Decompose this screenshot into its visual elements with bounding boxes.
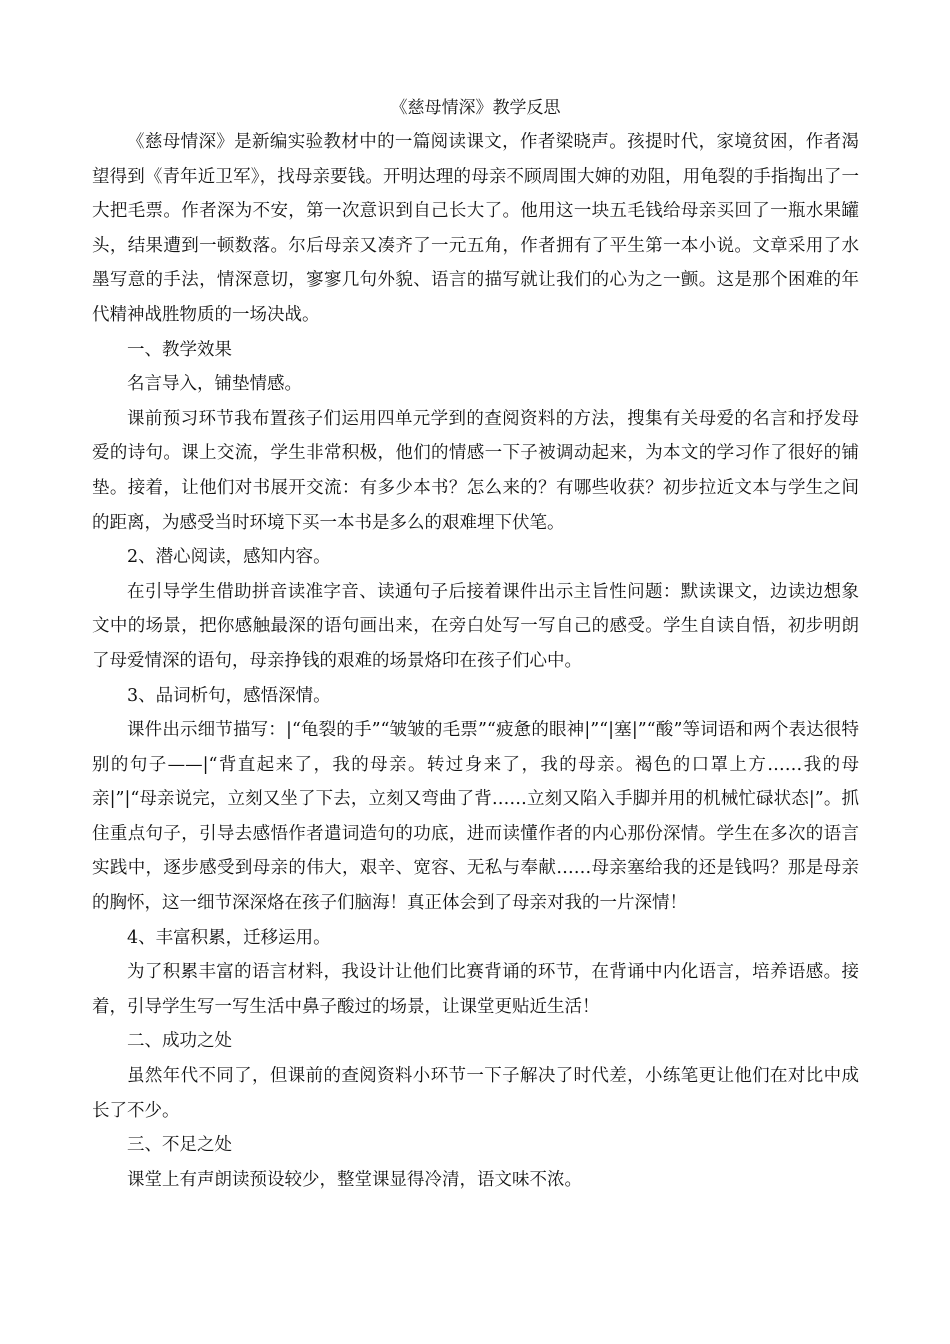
section-heading-shortcomings: 三、不足之处	[127, 1135, 232, 1156]
body-paragraph-3: 课件出示细节描写：|“龟裂的手”“皱皱的毛票”“疲惫的眼神|”“|塞|”“酸”等词语和两个表达很特别的句子——|“背直起来了，我的母亲。转过身来了，我的母亲。褐色的口罩上方……我的母亲|”|“母亲说完，立刻又坐了下去，立刻又弯曲了背……立刻又陷入手脚并用的机械忙碌状态|”。抓住重点句子，引导去感悟作者遣词造句的功底，进而读懂作者的内心那份深情。学生在多次的语言实践中，逐步感受到母亲的伟大，艰辛、宽容、无私与奉献……母亲塞给我的还是钱吗？那是母亲的胸怀，这一细节深深烙在孩子们脑海！真正体会到了母亲对我的一片深情！	[92, 720, 859, 914]
body-paragraph-2: 在引导学生借助拼音读准字音、读通句子后接着课件出示主旨性问题：默读课文，边读边想象文中的场景，把你感触最深的语句画出来，在旁白处写一写自己的感受。学生自读自悟，初步明朗了母爱情深的语句，母亲挣钱的艰难的场景烙印在孩子们心中。	[92, 581, 859, 671]
subheading-2: 2、潜心阅读，感知内容。	[127, 547, 331, 568]
section-heading-teaching-effect: 一、教学效果	[127, 339, 232, 360]
subheading-1: 名言导入，铺垫情感。	[127, 374, 302, 395]
document-page	[92, 93, 859, 1197]
body-paragraph-success: 虽然年代不同了，但课前的查阅资料小环节一下子解决了时代差，小练笔更让他们在对比中成长了不少。	[92, 1066, 859, 1121]
body-paragraph-4: 为了积累丰富的语言材料，我设计让他们比赛背诵的环节，在背诵中内化语言，培养语感。接着，引导学生写一写生活中鼻子酸过的场景，让课堂更贴近生活！	[92, 962, 859, 1017]
document-title: 《慈母情深》教学反思	[390, 98, 561, 118]
body-paragraph-shortcomings: 课堂上有声朗读预设较少，整堂课显得冷清，语文味不浓。	[127, 1169, 582, 1190]
body-paragraph-1: 课前预习环节我布置孩子们运用四单元学到的查阅资料的方法，搜集有关母爱的名言和抒发母爱的诗句。课上交流，学生非常积极，他们的情感一下子被调动起来，为本文的学习作了很好的铺垫。接着，让他们对书展开交流：有多少本书？怎么来的？有哪些收获？初步拉近文本与学生之间的距离，为感受当时环境下买一本书是多么的艰难埋下伏笔。	[92, 408, 859, 533]
section-heading-success: 二、成功之处	[127, 1031, 232, 1052]
subheading-4: 4、丰富积累，迁移运用。	[127, 927, 331, 948]
intro-paragraph: 《慈母情深》是新编实验教材中的一篇阅读课文，作者梁晓声。孩提时代，家境贫困，作者渴望得到《青年近卫军》，找母亲要钱。开明达理的母亲不顾周围大婶的劝阻，用龟裂的手指掏出了一大把毛票。作者深为不安，第一次意识到自己长大了。他用这一块五毛钱给母亲买回了一瓶水果罐头，结果遭到一顿数落。尔后母亲又凑齐了一元五角，作者拥有了平生第一本小说。文章采用了水墨写意的手法，情深意切，寥寥几句外貌、语言的描写就让我们的心为之一颤。这是那个困难的年代精神战胜物质的一场决战。	[92, 132, 859, 325]
subheading-3: 3、品词析句，感悟深情。	[127, 685, 331, 706]
